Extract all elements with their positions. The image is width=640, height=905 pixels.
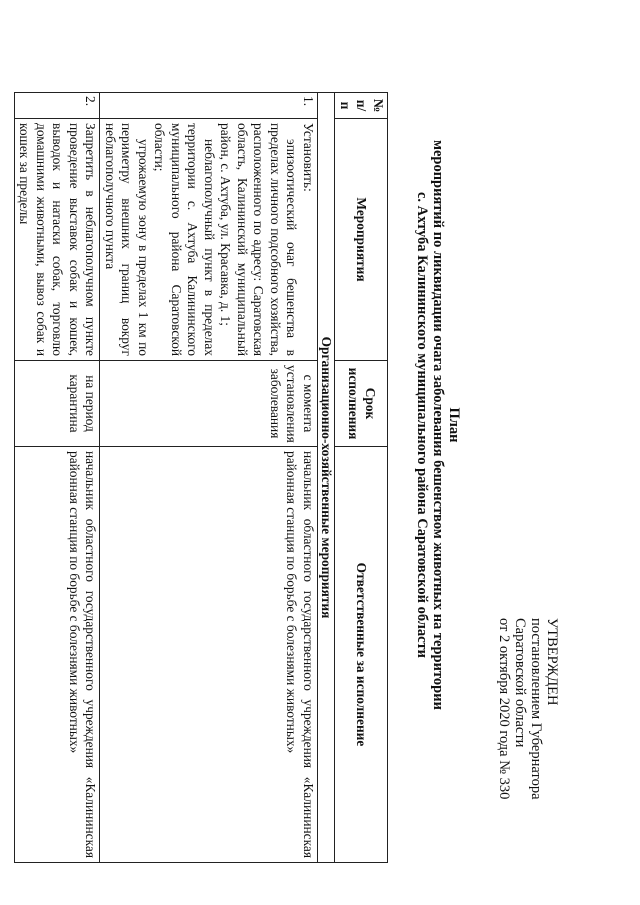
row-responsible: начальник областного государственного учреждения «Калининская районная станция по борьбе с болезнями животных»: [100, 447, 318, 863]
header-num: № п/п: [335, 93, 388, 119]
row-number: 2.: [15, 93, 101, 119]
measure-paragraph: неблагополучный пункт в пределах территории с. Ахтуба Калининского муниципального района Саратовской области;: [152, 123, 217, 356]
measure-paragraph: эпизоотический очаг бешенства в пределах личного подсобного хозяйства, расположенного по адресу: Саратовская область, Калининский муниципальный район, с. Ахтуба, ул. Красавка, д. 1;: [218, 123, 300, 356]
approval-stamp: [496, 618, 560, 898]
header-responsible: Ответственные за исполнение: [335, 447, 388, 863]
title-line: мероприятий по ликвидации очага заболевания бешенством животных на территории: [430, 140, 446, 710]
measure-paragraph: угрожаемую зону в пределах 1 км по периметру внешних границ вокруг неблагополучного пункта: [103, 123, 151, 356]
title-line: с. Ахтуба Калининского муниципального района Саратовской области: [414, 191, 430, 659]
table-row: [15, 93, 101, 863]
row-measure: [100, 119, 318, 361]
approval-line: постановлением Губернатора: [528, 618, 544, 800]
row-term: с момента установления заболевания: [100, 361, 318, 447]
table-header-row: [335, 93, 388, 863]
approval-line: УТВЕРЖДЕН: [544, 618, 560, 706]
title-line: План: [446, 407, 462, 443]
table-row: [100, 93, 318, 863]
header-measure: Мероприятия: [335, 119, 388, 361]
row-responsible: начальник областного государственного учреждения «Калининская районная станция по борьбе с болезнями животных»: [15, 447, 101, 863]
row-number: 1.: [100, 93, 318, 119]
approval-line: от 2 октября 2020 года № 330: [496, 618, 512, 800]
section-title: Организационно-хозяйственные мероприятия: [318, 93, 336, 863]
document-title: [414, 40, 462, 810]
measure-intro: Установить:: [301, 123, 316, 192]
row-measure: Запретить в неблагополучном пункте проведение выставок собак и кошек, выводок и натаски собак, торговлю домашними животными, вывоз собак и кошек за пределы: [15, 119, 101, 361]
section-row: [318, 93, 336, 863]
row-term: на период карантина: [15, 361, 101, 447]
approval-line: Саратовской области: [512, 618, 528, 748]
header-term: Срок исполнения: [335, 361, 388, 447]
plan-table: [14, 92, 388, 863]
